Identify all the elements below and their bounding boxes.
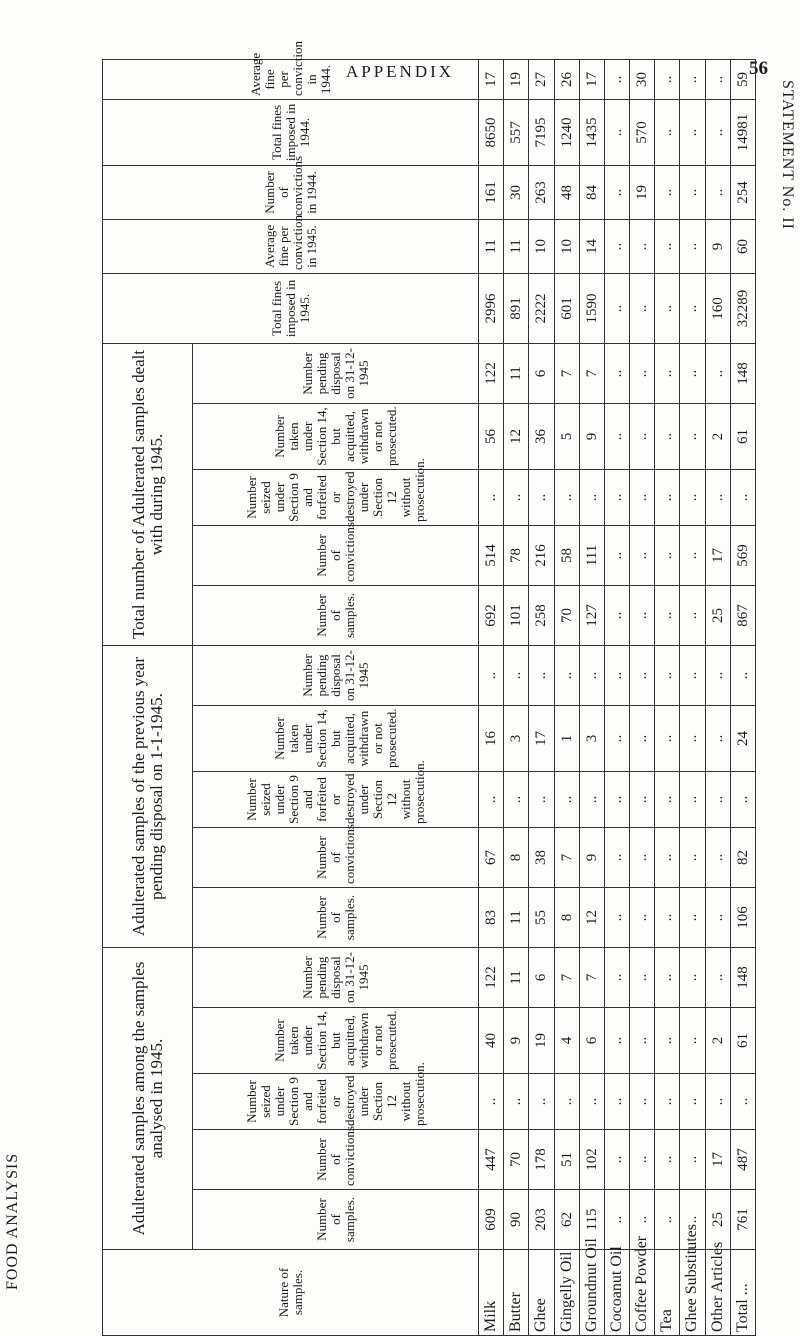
value-cell-a2: 102 — [579, 1130, 604, 1190]
value-cell-c1: .. — [655, 585, 680, 645]
value-cell-a4: 2 — [705, 1008, 730, 1074]
value-cell-b5: .. — [579, 645, 604, 705]
value-cell-d1: 601 — [554, 273, 579, 343]
value-cell-a3: .. — [554, 1074, 579, 1130]
value-cell-b2: 38 — [529, 828, 554, 888]
value-cell-a4: 40 — [479, 1008, 504, 1074]
value-cell-c3: .. — [604, 469, 629, 525]
value-cell-a3: .. — [730, 1074, 755, 1130]
value-cell-f2: 27 — [529, 59, 554, 99]
value-cell-c2: 58 — [554, 525, 579, 585]
value-cell-b2: 7 — [554, 828, 579, 888]
table-row — [680, 59, 705, 1335]
table-body — [479, 59, 756, 1335]
value-cell-d2: .. — [655, 219, 680, 273]
value-cell-c1: 258 — [529, 585, 554, 645]
value-cell-a3: .. — [705, 1074, 730, 1130]
value-cell-a3: .. — [479, 1074, 504, 1130]
value-cell-a3: .. — [604, 1074, 629, 1130]
value-cell-f1: 557 — [504, 99, 529, 165]
value-cell-c5: 122 — [479, 343, 504, 403]
col-sec9-header: Number seized under Section 9 and forfeited or destroyed under Section 12 without prosecution. — [193, 469, 479, 525]
value-cell-c4: 2 — [705, 403, 730, 469]
value-cell-c4: .. — [680, 403, 705, 469]
value-cell-c3: .. — [705, 469, 730, 525]
value-cell-b5: .. — [504, 645, 529, 705]
value-cell-b1: 106 — [730, 888, 755, 948]
value-cell-c4: 12 — [504, 403, 529, 469]
table-row — [554, 59, 579, 1335]
table-row — [529, 59, 554, 1335]
value-cell-c1: 867 — [730, 585, 755, 645]
value-cell-f1: .. — [680, 99, 705, 165]
value-cell-b4: 16 — [479, 706, 504, 772]
value-cell-d2: 11 — [504, 219, 529, 273]
value-cell-c3: .. — [504, 469, 529, 525]
value-cell-e1: 30 — [504, 165, 529, 219]
value-cell-e1: 19 — [630, 165, 655, 219]
value-cell-a2: .. — [680, 1130, 705, 1190]
value-cell-c1: 101 — [504, 585, 529, 645]
value-cell-b4: .. — [680, 706, 705, 772]
value-cell-a1: 609 — [479, 1190, 504, 1250]
value-cell-c4: 9 — [579, 403, 604, 469]
value-cell-e1: 48 — [554, 165, 579, 219]
value-cell-f2: .. — [655, 59, 680, 99]
value-cell-b3: .. — [655, 772, 680, 828]
value-cell-a5: 7 — [554, 948, 579, 1008]
table-row — [655, 59, 680, 1335]
value-cell-a2: .. — [604, 1130, 629, 1190]
value-cell-c2: 17 — [705, 525, 730, 585]
value-cell-f2: .. — [604, 59, 629, 99]
value-cell-b2: .. — [655, 828, 680, 888]
value-cell-c3: .. — [680, 469, 705, 525]
value-cell-a3: .. — [579, 1074, 604, 1130]
col-convictions-header: Number of convictions. — [193, 525, 479, 585]
group-header-total-dealt: Total number of Adulterated samples dealt with during 1945. — [103, 343, 193, 645]
col-sec9-header: Number seized under Section 9 and forfeited or destroyed under Section 12 without prosecution. — [193, 1074, 479, 1130]
value-cell-b5: .. — [604, 645, 629, 705]
nature-cell: Gingelly Oil — [554, 1250, 579, 1336]
value-cell-a1: .. — [680, 1190, 705, 1250]
value-cell-d2: .. — [680, 219, 705, 273]
table-row — [604, 59, 629, 1335]
value-cell-c3: .. — [479, 469, 504, 525]
value-cell-c3: .. — [730, 469, 755, 525]
value-cell-e1: 263 — [529, 165, 554, 219]
table-row — [579, 59, 604, 1335]
value-cell-a2: 70 — [504, 1130, 529, 1190]
value-cell-c2: 569 — [730, 525, 755, 585]
value-cell-d1: 2996 — [479, 273, 504, 343]
value-cell-a2: 447 — [479, 1130, 504, 1190]
col-samples-header: Number of samples. — [193, 1190, 479, 1250]
col-conv-1944-header: Number of convictions in 1944. — [103, 165, 479, 219]
value-cell-c5: 11 — [504, 343, 529, 403]
value-cell-c2: .. — [680, 525, 705, 585]
value-cell-d1: 32289 — [730, 273, 755, 343]
value-cell-c5: 7 — [579, 343, 604, 403]
value-cell-b5: .. — [705, 645, 730, 705]
value-cell-b5: .. — [479, 645, 504, 705]
value-cell-c3: .. — [554, 469, 579, 525]
col-sec9-header: Number seized under Section 9 and forfeited or destroyed under Section 12 without prosecution. — [193, 772, 479, 828]
page-number: 56 — [749, 58, 768, 79]
value-cell-f2: 17 — [479, 59, 504, 99]
value-cell-a1: 25 — [705, 1190, 730, 1250]
value-cell-c2: 111 — [579, 525, 604, 585]
nature-cell: Milk — [479, 1250, 504, 1336]
value-cell-a5: .. — [630, 948, 655, 1008]
value-cell-b1: .. — [630, 888, 655, 948]
value-cell-c4: .. — [630, 403, 655, 469]
value-cell-c5: .. — [705, 343, 730, 403]
value-cell-b2: 8 — [504, 828, 529, 888]
right-margin-label: STATEMENT No. II — [779, 80, 796, 230]
value-cell-a4: .. — [655, 1008, 680, 1074]
value-cell-c4: 56 — [479, 403, 504, 469]
value-cell-a1: 90 — [504, 1190, 529, 1250]
col-convictions-header: Number of convictions. — [193, 828, 479, 888]
value-cell-a5: .. — [655, 948, 680, 1008]
value-cell-b2: 82 — [730, 828, 755, 888]
value-cell-a2: 487 — [730, 1130, 755, 1190]
value-cell-a5: .. — [705, 948, 730, 1008]
nature-cell: Tea — [655, 1250, 680, 1336]
table-row — [630, 59, 655, 1335]
nature-cell: Total ... — [730, 1250, 755, 1336]
value-cell-c5: .. — [604, 343, 629, 403]
value-cell-a5: 7 — [579, 948, 604, 1008]
value-cell-c1: 70 — [554, 585, 579, 645]
value-cell-b4: 24 — [730, 706, 755, 772]
col-avg-1945-header: Average fine per conviction in 1945. — [103, 219, 479, 273]
value-cell-c1: 25 — [705, 585, 730, 645]
nature-cell: Other Articles — [705, 1250, 730, 1336]
value-cell-b1: .. — [705, 888, 730, 948]
value-cell-a1: 115 — [579, 1190, 604, 1250]
nature-cell: Ghee Substitutes — [680, 1250, 705, 1336]
value-cell-d1: 160 — [705, 273, 730, 343]
value-cell-b3: .. — [529, 772, 554, 828]
value-cell-a2: 178 — [529, 1130, 554, 1190]
value-cell-b5: .. — [680, 645, 705, 705]
value-cell-b5: .. — [529, 645, 554, 705]
value-cell-f1: .. — [655, 99, 680, 165]
value-cell-d2: 14 — [579, 219, 604, 273]
value-cell-c1: 127 — [579, 585, 604, 645]
value-cell-a1: .. — [604, 1190, 629, 1250]
value-cell-b2: .. — [705, 828, 730, 888]
value-cell-a1: .. — [630, 1190, 655, 1250]
value-cell-a1: 62 — [554, 1190, 579, 1250]
value-cell-b2: 9 — [579, 828, 604, 888]
value-cell-a3: .. — [630, 1074, 655, 1130]
value-cell-d2: 9 — [705, 219, 730, 273]
col-pending-header: Number pending disposal on 31-12-1945 — [193, 645, 479, 705]
value-cell-c4: 5 — [554, 403, 579, 469]
value-cell-e1: .. — [655, 165, 680, 219]
value-cell-a2: 51 — [554, 1130, 579, 1190]
group-header-analysed: Adulterated samples among the samples analysed in 1945. — [103, 948, 193, 1250]
nature-cell: Groundnut Oil — [579, 1250, 604, 1336]
value-cell-b4: 3 — [504, 706, 529, 772]
value-cell-a5: .. — [680, 948, 705, 1008]
col-nature-header: Nature of samples. — [103, 1250, 479, 1336]
value-cell-d1: .. — [630, 273, 655, 343]
value-cell-d1: .. — [604, 273, 629, 343]
value-cell-c3: .. — [529, 469, 554, 525]
value-cell-c1: .. — [680, 585, 705, 645]
left-margin-label: FOOD ANALYSIS — [4, 1152, 21, 1290]
statement-table — [102, 41, 756, 1336]
value-cell-c1: 692 — [479, 585, 504, 645]
value-cell-c2: 78 — [504, 525, 529, 585]
value-cell-d2: 10 — [554, 219, 579, 273]
value-cell-b3: .. — [630, 772, 655, 828]
value-cell-b1: 55 — [529, 888, 554, 948]
value-cell-a2: .. — [655, 1130, 680, 1190]
value-cell-c5: 148 — [730, 343, 755, 403]
value-cell-b2: 67 — [479, 828, 504, 888]
value-cell-c1: .. — [630, 585, 655, 645]
value-cell-c3: .. — [630, 469, 655, 525]
value-cell-f1: .. — [604, 99, 629, 165]
value-cell-a5: 122 — [479, 948, 504, 1008]
value-cell-b2: .. — [680, 828, 705, 888]
value-cell-b4: .. — [604, 706, 629, 772]
value-cell-b4: .. — [630, 706, 655, 772]
value-cell-c2: 216 — [529, 525, 554, 585]
value-cell-a2: 17 — [705, 1130, 730, 1190]
value-cell-f1: 1240 — [554, 99, 579, 165]
value-cell-c1: .. — [604, 585, 629, 645]
value-cell-a4: 6 — [579, 1008, 604, 1074]
value-cell-b4: 17 — [529, 706, 554, 772]
value-cell-a1: 203 — [529, 1190, 554, 1250]
nature-cell: Ghee — [529, 1250, 554, 1336]
value-cell-a5: 148 — [730, 948, 755, 1008]
value-cell-e1: .. — [680, 165, 705, 219]
value-cell-f1: 8650 — [479, 99, 504, 165]
value-cell-a3: .. — [529, 1074, 554, 1130]
value-cell-f2: .. — [680, 59, 705, 99]
value-cell-c3: .. — [579, 469, 604, 525]
value-cell-f1: 14981 — [730, 99, 755, 165]
value-cell-e1: .. — [604, 165, 629, 219]
value-cell-c3: .. — [655, 469, 680, 525]
value-cell-c2: .. — [630, 525, 655, 585]
col-convictions-header: Number of convictions. — [193, 1130, 479, 1190]
value-cell-b1: 12 — [579, 888, 604, 948]
value-cell-b5: .. — [655, 645, 680, 705]
value-cell-a1: .. — [655, 1190, 680, 1250]
col-avg-1944-header: Average fine per conviction in 1944. — [103, 59, 479, 99]
page-title: APPENDIX — [345, 62, 455, 81]
value-cell-b3: .. — [554, 772, 579, 828]
value-cell-f1: 570 — [630, 99, 655, 165]
value-cell-c5: 7 — [554, 343, 579, 403]
value-cell-a3: .. — [680, 1074, 705, 1130]
value-cell-a1: 761 — [730, 1190, 755, 1250]
value-cell-b3: .. — [579, 772, 604, 828]
value-cell-a2: .. — [630, 1130, 655, 1190]
value-cell-a4: 19 — [529, 1008, 554, 1074]
value-cell-f1: 7195 — [529, 99, 554, 165]
value-cell-e1: .. — [705, 165, 730, 219]
value-cell-d2: .. — [604, 219, 629, 273]
col-samples-header: Number of samples. — [193, 888, 479, 948]
value-cell-f1: 1435 — [579, 99, 604, 165]
value-cell-a4: 4 — [554, 1008, 579, 1074]
value-cell-b4: 3 — [579, 706, 604, 772]
value-cell-b4: .. — [705, 706, 730, 772]
value-cell-c4: 36 — [529, 403, 554, 469]
nature-cell: Cocoanut Oil — [604, 1250, 629, 1336]
value-cell-b2: .. — [604, 828, 629, 888]
value-cell-a4: .. — [630, 1008, 655, 1074]
value-cell-c5: .. — [630, 343, 655, 403]
value-cell-a4: .. — [604, 1008, 629, 1074]
value-cell-f2: .. — [705, 59, 730, 99]
value-cell-c4: .. — [604, 403, 629, 469]
value-cell-b3: .. — [705, 772, 730, 828]
value-cell-f2: 30 — [630, 59, 655, 99]
value-cell-b3: .. — [730, 772, 755, 828]
value-cell-a5: 6 — [529, 948, 554, 1008]
value-cell-f2: 26 — [554, 59, 579, 99]
table-row — [705, 59, 730, 1335]
value-cell-d1: 891 — [504, 273, 529, 343]
value-cell-b1: 8 — [554, 888, 579, 948]
table-row — [479, 59, 504, 1335]
col-sec14-header: Number taken under Section 14, but acquitted, withdrawn or not prosecuted. — [193, 706, 479, 772]
value-cell-a4: .. — [680, 1008, 705, 1074]
col-pending-header: Number pending disposal on 31-12-1945 — [193, 948, 479, 1008]
col-samples-header: Number of samples. — [193, 585, 479, 645]
value-cell-b5: .. — [630, 645, 655, 705]
value-cell-f2: 19 — [504, 59, 529, 99]
value-cell-a3: .. — [655, 1074, 680, 1130]
value-cell-b1: 11 — [504, 888, 529, 948]
value-cell-b1: .. — [655, 888, 680, 948]
value-cell-c4: 61 — [730, 403, 755, 469]
value-cell-a5: .. — [604, 948, 629, 1008]
value-cell-d1: 1590 — [579, 273, 604, 343]
value-cell-e1: 84 — [579, 165, 604, 219]
value-cell-c5: 6 — [529, 343, 554, 403]
col-sec14-header: Number taken under Section 14, but acquitted, withdrawn or not prosecuted. — [193, 1008, 479, 1074]
col-fines-1944-header: Total fines imposed in 1944. — [103, 99, 479, 165]
value-cell-d2: 60 — [730, 219, 755, 273]
value-cell-f2: 59 — [730, 59, 755, 99]
value-cell-d1: 2222 — [529, 273, 554, 343]
value-cell-b3: .. — [604, 772, 629, 828]
value-cell-b4: .. — [655, 706, 680, 772]
value-cell-b4: 1 — [554, 706, 579, 772]
nature-cell: Butter — [504, 1250, 529, 1336]
value-cell-f2: 17 — [579, 59, 604, 99]
value-cell-a3: .. — [504, 1074, 529, 1130]
group-header-pending: Adulterated samples of the previous year pending disposal on 1-1-1945. — [103, 645, 193, 947]
value-cell-a5: 11 — [504, 948, 529, 1008]
value-cell-b1: .. — [680, 888, 705, 948]
value-cell-a4: 61 — [730, 1008, 755, 1074]
col-sec14-header: Number taken under Section 14, but acquitted, withdrawn or not prosecuted. — [193, 403, 479, 469]
value-cell-c4: .. — [655, 403, 680, 469]
total-row — [730, 59, 755, 1335]
value-cell-c2: .. — [604, 525, 629, 585]
value-cell-b2: .. — [630, 828, 655, 888]
col-fines-1945-header: Total fines imposed in 1945. — [103, 273, 479, 343]
value-cell-b5: .. — [730, 645, 755, 705]
value-cell-e1: 254 — [730, 165, 755, 219]
nature-cell: Coffee Powder — [630, 1250, 655, 1336]
value-cell-e1: 161 — [479, 165, 504, 219]
value-cell-c2: .. — [655, 525, 680, 585]
value-cell-c2: 514 — [479, 525, 504, 585]
value-cell-c5: .. — [655, 343, 680, 403]
value-cell-d1: .. — [680, 273, 705, 343]
value-cell-b3: .. — [680, 772, 705, 828]
value-cell-b3: .. — [504, 772, 529, 828]
value-cell-d2: .. — [630, 219, 655, 273]
value-cell-f1: .. — [705, 99, 730, 165]
col-pending-header: Number pending disposal on 31-12-1945 — [193, 343, 479, 403]
value-cell-a4: 9 — [504, 1008, 529, 1074]
value-cell-b3: .. — [479, 772, 504, 828]
value-cell-c5: .. — [680, 343, 705, 403]
value-cell-b1: 83 — [479, 888, 504, 948]
value-cell-d1: .. — [655, 273, 680, 343]
value-cell-b5: .. — [554, 645, 579, 705]
value-cell-d2: 11 — [479, 219, 504, 273]
value-cell-b1: .. — [604, 888, 629, 948]
table-row — [504, 59, 529, 1335]
value-cell-d2: 10 — [529, 219, 554, 273]
